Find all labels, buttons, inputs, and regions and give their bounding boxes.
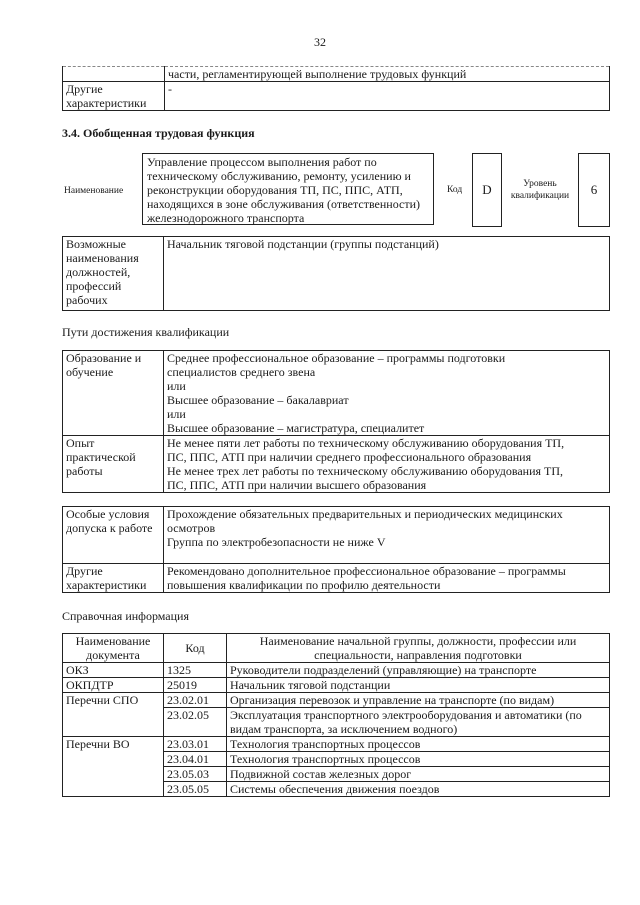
experience-line: ПС, ППС, АТП при наличии среднего профессионального образования <box>167 450 532 464</box>
other-label: Другие характеристики <box>63 564 164 593</box>
paths-table <box>62 350 610 493</box>
row-doc: ОКПДТР <box>63 678 164 693</box>
special-conditions-value <box>164 507 610 564</box>
row-doc: ОКЗ <box>63 663 164 678</box>
experience-line: ПС, ППС, АТП при наличии высшего образования <box>167 478 427 492</box>
row-name: Системы обеспечения движения поездов <box>227 782 610 797</box>
other-value <box>164 564 610 593</box>
row-name: Организация перевозок и управление на транспорте (по видам) <box>227 693 610 708</box>
page-number: 32 <box>314 35 326 49</box>
table-row <box>63 737 610 752</box>
special-line: Прохождение обязательных предварительных и периодических медицинских <box>167 507 563 521</box>
other-line: Рекомендовано дополнительное профессиональное образование – программы <box>167 564 566 578</box>
positions-value: Начальник тяговой подстанции (группы подстанций) <box>164 237 610 311</box>
table-row <box>63 693 610 708</box>
row-code: 1325 <box>164 663 227 678</box>
empty-cell <box>63 67 165 82</box>
special-conditions-label: Особые условия допуска к работе <box>63 507 164 564</box>
table-row <box>63 663 610 678</box>
other-characteristics-value: - <box>165 82 610 111</box>
row-code: 23.02.05 <box>164 708 227 737</box>
experience-line: Не менее трех лет работы по техническому обслуживанию оборудования ТП, <box>167 464 564 478</box>
education-line: или <box>167 379 186 393</box>
row-name: Подвижной состав железных дорог <box>227 767 610 782</box>
other-characteristics-label: Другие характеристики <box>63 82 165 111</box>
function-name-box: Управление процессом выполнения работ по техническому обслуживанию, ремонту, усилению и реконструкции оборудования ТП, ПС, ППС, АТП, находящихся в зоне обслуживания (ответственности) железнодорожного транспорта <box>142 153 434 225</box>
positions-label: Возможные наименования должностей, профессий рабочих <box>63 237 164 311</box>
row-doc: Перечни СПО <box>63 693 164 737</box>
top-row-text: части, регламентирующей выполнение трудовых функций <box>165 67 610 82</box>
row-code: 23.05.03 <box>164 767 227 782</box>
row-name: Эксплуатация транспортного электрооборудования и автоматики (по видам транспорта, за исключением водного) <box>227 708 610 737</box>
header-code: Код <box>164 634 227 663</box>
education-line: Высшее образование – магистратура, специалитет <box>167 421 425 435</box>
row-name: Начальник тяговой подстанции <box>227 678 610 693</box>
special-line: осмотров <box>167 521 216 535</box>
name-label: Наименование <box>64 186 124 196</box>
education-line: или <box>167 407 186 421</box>
header-name: Наименование начальной группы, должности, профессии или специальности, направления подготовки <box>227 634 610 663</box>
education-line: Среднее профессиональное образование – программы подготовки <box>167 351 506 365</box>
special-line: Группа по электробезопасности не ниже V <box>167 535 386 549</box>
code-value-box: D <box>472 153 502 227</box>
education-label: Образование и обучение <box>63 351 164 436</box>
row-code: 25019 <box>164 678 227 693</box>
row-name: Технология транспортных процессов <box>227 737 610 752</box>
row-code: 23.04.01 <box>164 752 227 767</box>
conditions-table <box>62 506 610 593</box>
row-code: 23.05.05 <box>164 782 227 797</box>
row-doc: Перечни ВО <box>63 737 164 797</box>
level-label: Уровень квалификации <box>510 179 570 201</box>
top-continuation-table <box>62 66 610 111</box>
education-line: Высшее образование – бакалавриат <box>167 393 349 407</box>
reference-title: Справочная информация <box>62 609 189 623</box>
other-line: повышения квалификации по профилю деятельности <box>167 578 441 592</box>
row-code: 23.02.01 <box>164 693 227 708</box>
row-name: Технология транспортных процессов <box>227 752 610 767</box>
section-title: 3.4. Обобщенная трудовая функция <box>62 126 255 140</box>
education-line: специалистов среднего звена <box>167 365 316 379</box>
experience-line: Не менее пяти лет работы по техническому обслуживанию оборудования ТП, <box>167 436 565 450</box>
code-label: Код <box>447 185 463 195</box>
level-value-box: 6 <box>578 153 610 227</box>
table-row <box>63 678 610 693</box>
experience-value <box>164 436 610 493</box>
row-name: Руководители подразделений (управляющие) на транспорте <box>227 663 610 678</box>
positions-table <box>62 236 610 311</box>
experience-label: Опыт практической работы <box>63 436 164 493</box>
paths-title: Пути достижения квалификации <box>62 325 230 339</box>
reference-table <box>62 633 610 797</box>
header-document: Наименование документа <box>63 634 164 663</box>
row-code: 23.03.01 <box>164 737 227 752</box>
education-value <box>164 351 610 436</box>
